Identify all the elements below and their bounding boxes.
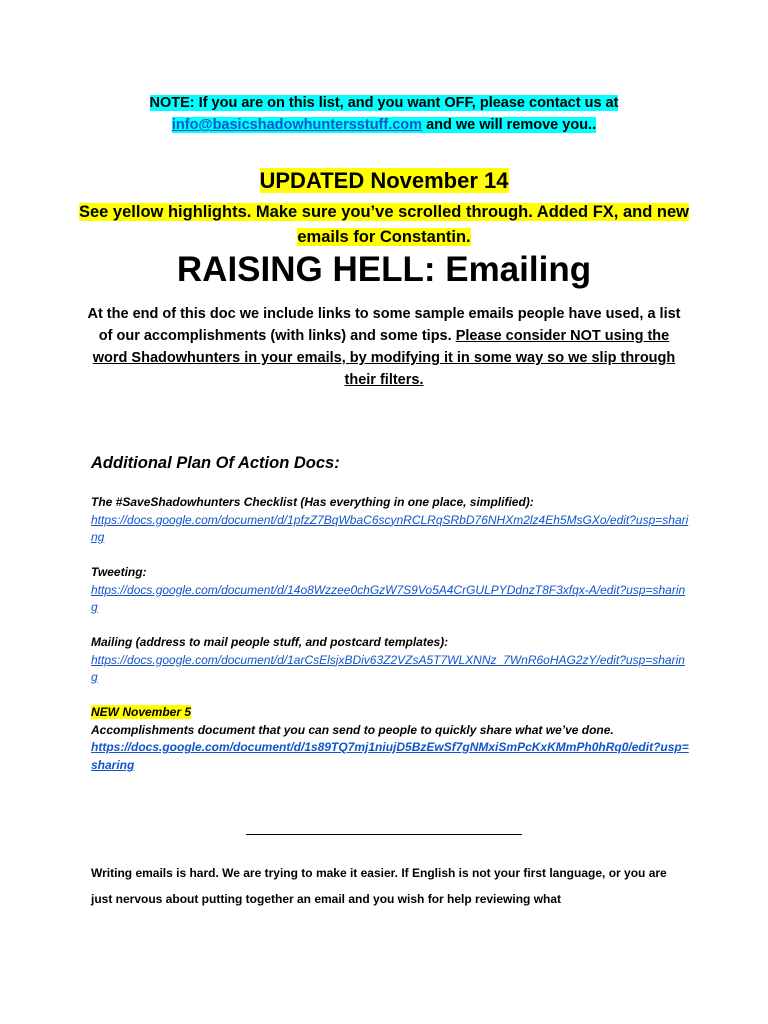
doc-link[interactable]: https://docs.google.com/document/d/1arCsElsjxBDiv63Z2VZsA5T7WLXNNz_7WnR6oHAG2zY/edit?usp=sharing: [91, 652, 685, 684]
doc-accomplishments: [91, 704, 691, 774]
doc-link[interactable]: https://docs.google.com/document/d/1s89TQ7mj1niujD5BzEwSf7gNMxiSmPcKxKMmPh0hRq0/edit?usp=sharing: [91, 740, 689, 772]
doc-tweeting: [91, 564, 691, 617]
page-title: RAISING HELL: Emailing: [176, 250, 592, 289]
intro-warning: Please consider NOT using the word Shadowhunters in your emails, by modifying it in some way so we slip through their filters.: [92, 328, 676, 388]
doc-link[interactable]: https://docs.google.com/document/d/14o8Wzzee0chGzW7S9Vo5A4CrGULPYDdnzT8F3xfqx-A/edit?usp=sharing: [91, 582, 686, 614]
contact-email-link[interactable]: info@basicshadowhuntersstuff.com: [171, 117, 423, 133]
section-divider: [246, 834, 522, 835]
doc-label: The #SaveShadowhunters Checklist (Has everything in one place, simplified):: [91, 495, 534, 509]
doc-checklist: [91, 494, 691, 547]
section-heading: Additional Plan Of Action Docs:: [91, 454, 340, 472]
doc-mailing: [91, 634, 691, 687]
updated-title: UPDATED November 14: [259, 168, 509, 193]
intro-paragraph: [84, 303, 684, 391]
body-paragraph: Writing emails is hard. We are trying to make it easier. If English is not your first language, or you are just nervous about putting together an email and you wish for help reviewing what: [91, 866, 667, 906]
new-badge: NEW November 5: [91, 705, 192, 719]
updated-heading: [0, 168, 768, 194]
removal-note: [0, 92, 768, 136]
doc-label: Accomplishments document that you can send to people to quickly share what we’ve done.: [91, 722, 614, 737]
update-summary: [60, 200, 708, 250]
doc-link[interactable]: https://docs.google.com/document/d/1pfzZ7BqWbaC6scynRCLRqSRbD76NHXm2lz4Eh5MsGXo/edit?usp=sharing: [91, 512, 689, 544]
note-text: NOTE: If you are on this list, and you want OFF, please contact us at: [149, 95, 619, 111]
note-text-end: and we will remove you..: [422, 117, 597, 133]
intro-text: At the end of this doc we include links to some sample emails people have used, a list of our accomplishments (with links) and some tips.: [87, 306, 681, 344]
doc-label: Mailing (address to mail people stuff, and postcard templates):: [91, 635, 449, 649]
doc-label: Tweeting:: [91, 565, 147, 579]
update-summary-text: See yellow highlights. Make sure you’ve scrolled through. Added FX, and new emails for Constantin.: [78, 203, 689, 246]
